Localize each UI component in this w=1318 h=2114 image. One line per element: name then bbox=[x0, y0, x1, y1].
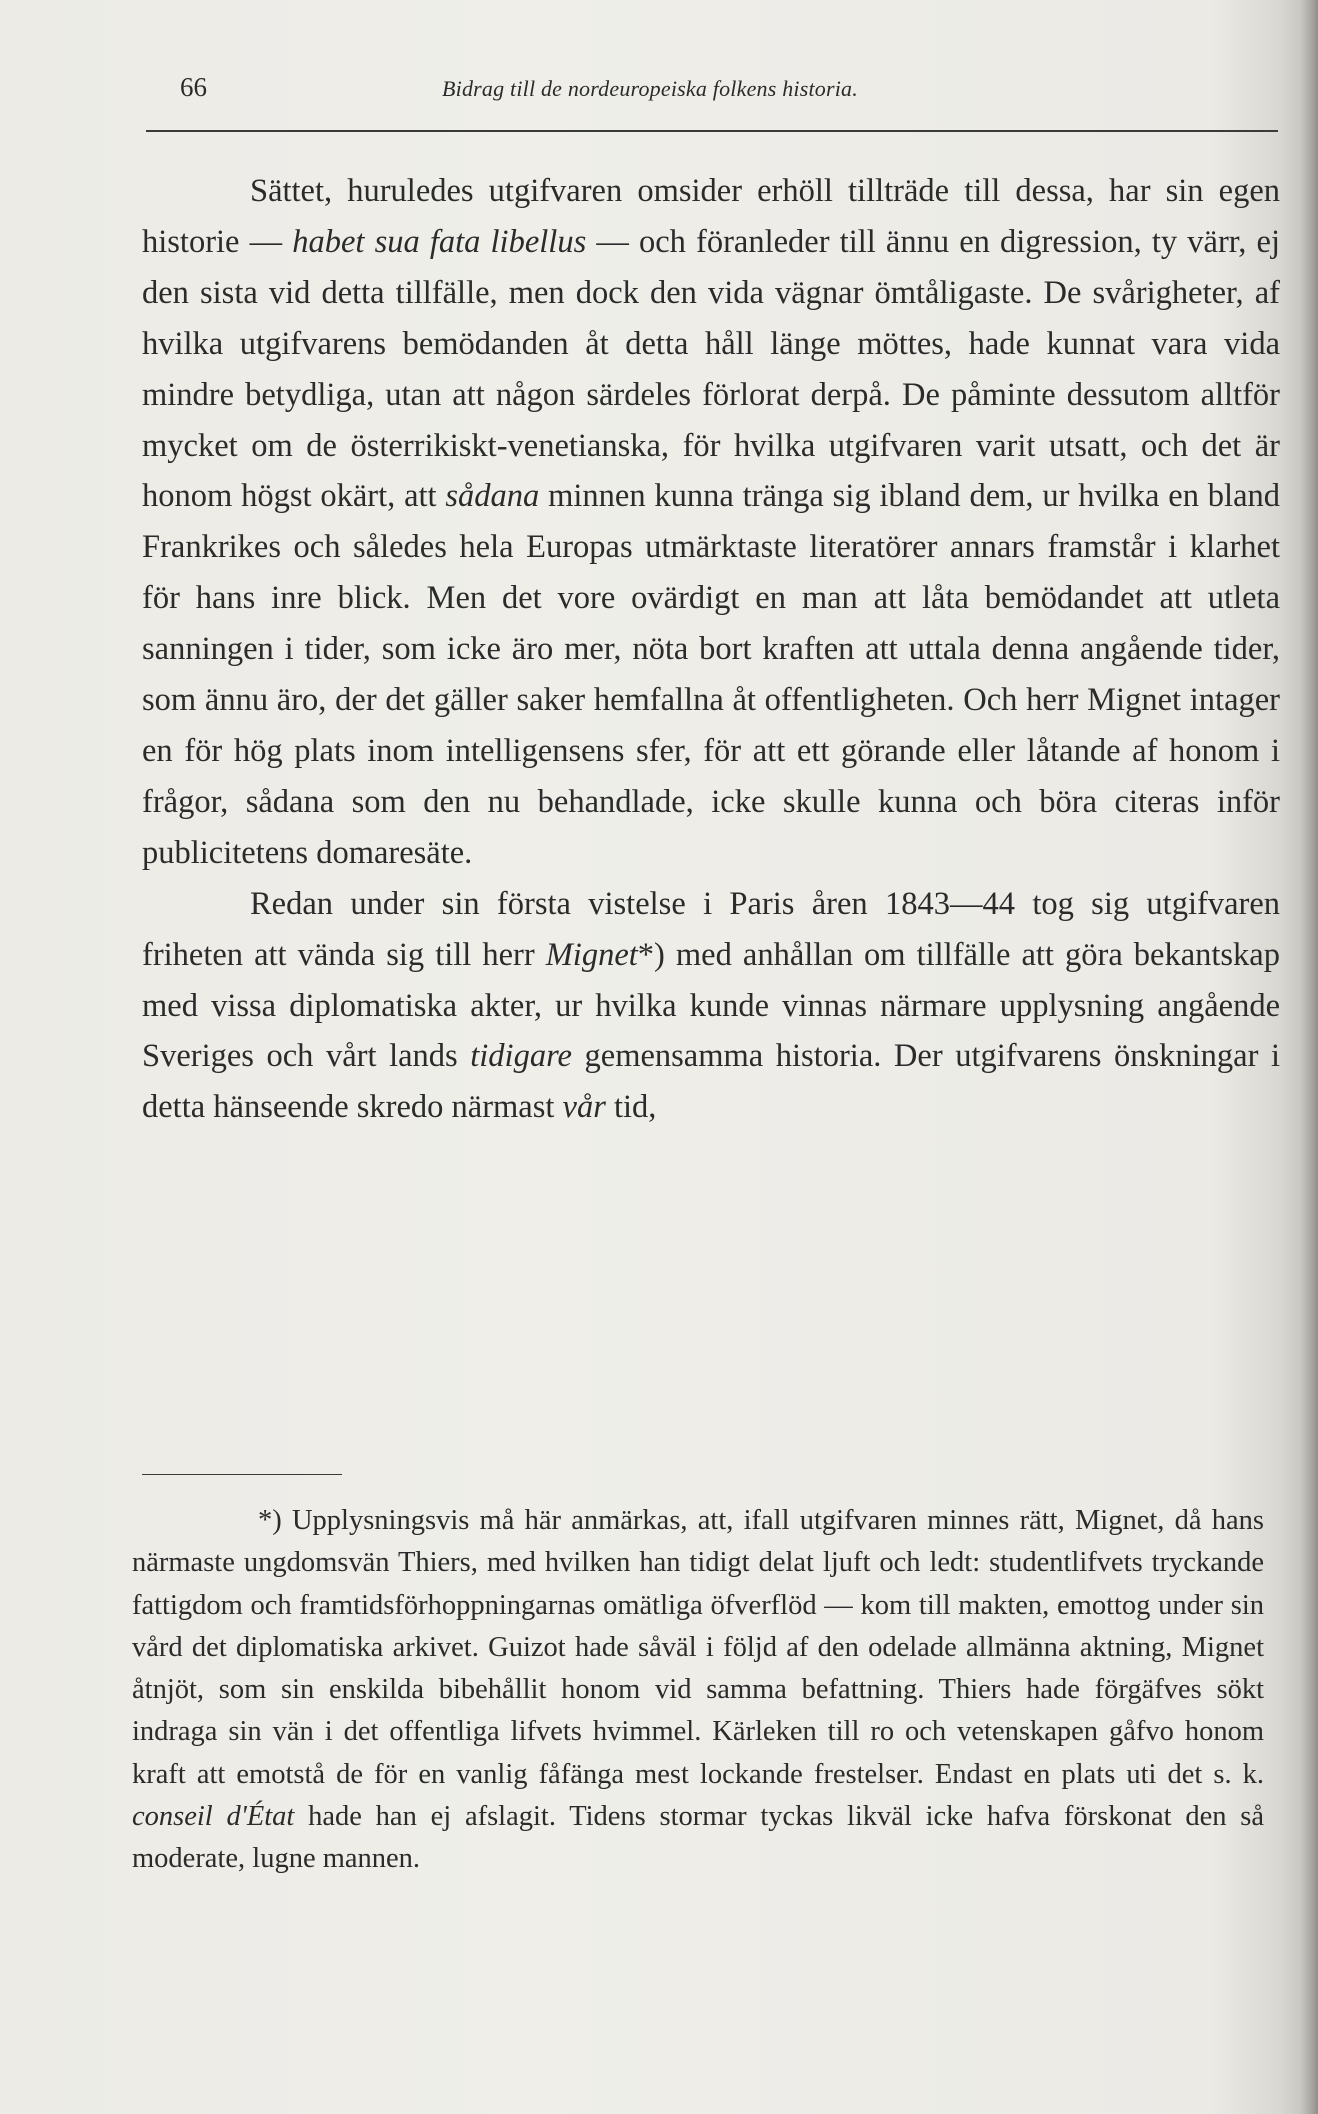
p2-emphasis-1: Mignet bbox=[545, 936, 638, 973]
p2-emphasis-2: tidigare bbox=[470, 1038, 572, 1075]
p1-text-2: — och föranleder till ännu en digression, ty värr, ej den sista vid detta tillfälle, men dock den vida vägnar ömtåligaste. De svårigheter, af hvilka utgifvarens bemödanden åt detta håll länge möttes, hade kunnat vara vida mindre betydliga, utan att någon särdeles förlorat derpå. De påminte dessutom alltför mycket om de österrikiskt-venetianska, för hvilka utgifvaren varit utsatt, och det är honom högst okärt, att bbox=[142, 223, 1280, 515]
paragraph-2 bbox=[142, 879, 1280, 1134]
footnote-text-2: hade han ej afslagit. Tidens stormar tyckas likväl icke hafva förskonat den så moderate, lugne mannen. bbox=[132, 1801, 1264, 1875]
footnote-rule bbox=[142, 1474, 342, 1475]
p1-emphasis-1: habet sua fata libellus bbox=[292, 223, 587, 260]
page-edge-shadow bbox=[1300, 0, 1318, 2114]
footnote-text-1: *) Upplysningsvis må här anmärkas, att, ifall utgifvaren minnes rätt, Mignet, då hans närmaste ungdomsvän Thiers, med hvilken han tidigt delat ljuft och ledt: studentlifvets tryckande fattigdom och framtidsförhoppningarnas omätliga öfverflöd — kom till makten, emottog under sin vård det diplomatiska arkivet. Guizot hade såväl i följd af den odelade allmänna aktning, Mignet åtnjöt, som sin enskilda bibehållit honom vid samma befattning. Thiers hade förgäfves sökt indraga sin vän i det offentliga lifvets hvimmel. Kärleken till ro och vetenskapen gåfvo honom kraft att emotstå de för en vanlig fåfänga mest lockande frestelser. Endast en plats uti det s. k. bbox=[132, 1505, 1264, 1790]
header-rule bbox=[146, 130, 1278, 132]
p2-text-2: *) med anhållan om tillfälle att göra bekantskap med vissa diplomatiska akter, ur hvilka kunde vinnas närmare upplysning angående Sveriges och vårt lands bbox=[142, 936, 1280, 1075]
p2-text-4: tid, bbox=[605, 1089, 657, 1126]
paragraph-1 bbox=[142, 166, 1280, 879]
p2-emphasis-3: vår bbox=[562, 1089, 606, 1126]
p1-text-1: Sättet, huruledes utgifvaren omsider erhöll tillträde till dessa, har sin egen historie — bbox=[142, 173, 1280, 260]
p2-text-1: Redan under sin första vistelse i Paris åren 1843—44 tog sig utgifvaren friheten att vända sig till herr bbox=[142, 885, 1280, 973]
page-number: 66 bbox=[180, 72, 207, 102]
p2-text-3: gemensamma historia. Der utgifvarens önskningar i detta hänseende skredo närmast bbox=[142, 1038, 1280, 1126]
running-header bbox=[180, 68, 1280, 108]
p1-text-3: minnen kunna tränga sig ibland dem, ur hvilka en bland Frankrikes och således hela Europas utmärktaste literatörer annars framstår i klarhet för hans inre blick. Men det vore ovärdigt en man att låta bemödandet att utleta sanningen i tider, som icke äro mer, nöta bort kraften att uttala denna angående tider, som ännu äro, der det gäller saker hemfallna åt offentligheten. Och herr Mignet intager en för hög plats inom intelligensens sfer, för att ett görande eller låtande af honom i frågor, sådana som den nu behandlade, icke skulle kunna och böra citeras inför publicitetens domaresäte. bbox=[142, 478, 1281, 871]
p1-emphasis-2: sådana bbox=[445, 478, 540, 515]
body-text bbox=[142, 166, 1280, 1133]
footnote bbox=[132, 1500, 1264, 1881]
running-title: Bidrag till de nordeuropeiska folkens historia. bbox=[442, 76, 858, 101]
footnote-emphasis-1: conseil d'État bbox=[132, 1801, 295, 1833]
